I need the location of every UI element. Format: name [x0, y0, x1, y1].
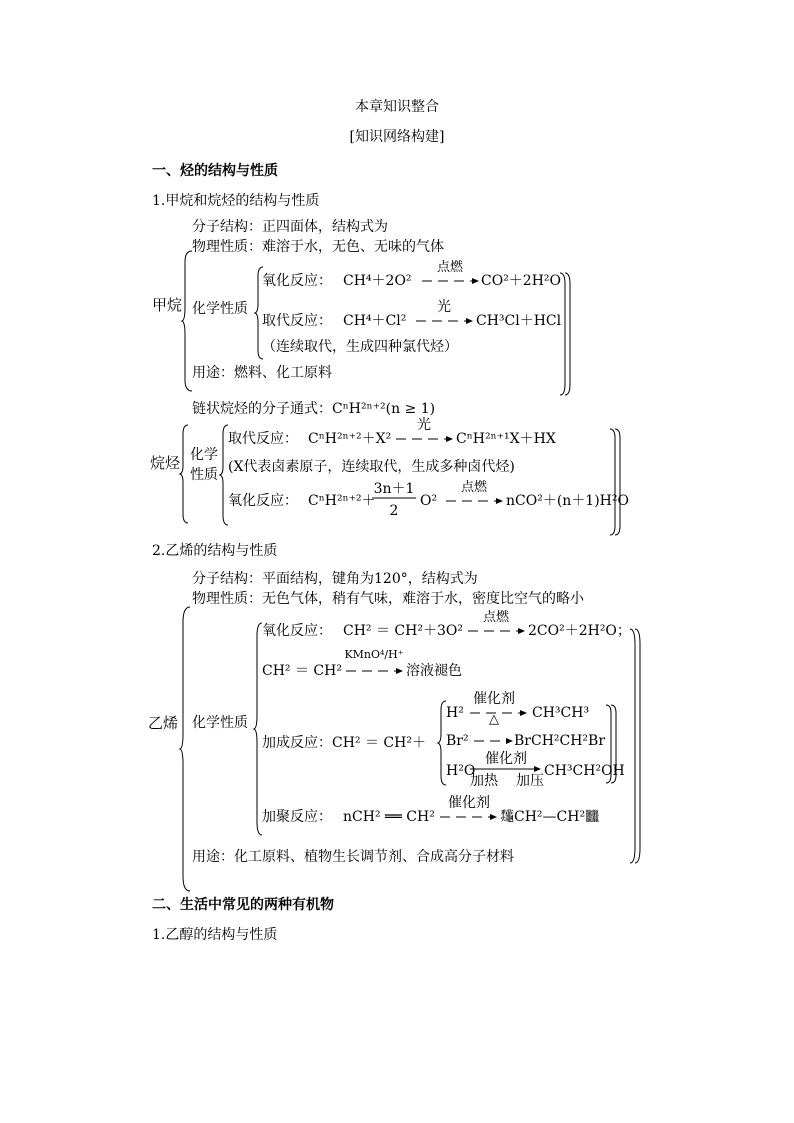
alkane-brace	[180, 424, 190, 524]
alkane-oxidation-fraction-numerator: 3n＋1	[373, 481, 415, 497]
addition-br2-left: Br²	[446, 733, 469, 749]
methane-oxidation-left: CH⁴＋2O²	[343, 273, 412, 289]
methane-oxidation-right: CO²＋2H²O	[481, 273, 562, 289]
alkane-substitution-note: (X代表卤素原子，连续取代，生成多种卤代烃)	[228, 459, 515, 475]
alkane-oxidation-label: 氧化反应：	[228, 493, 298, 509]
sub1-heading: 1.甲烷和烷烃的结构与性质	[152, 193, 320, 209]
methane-chem-label: 化学性质	[192, 301, 248, 317]
arrow-icon	[396, 434, 454, 444]
methane-substitution-label: 取代反应：	[262, 313, 332, 329]
section2-sub1-heading: 1.乙醇的结构与性质	[152, 927, 278, 943]
ethylene-structure: 分子结构：平面结构，键角为120°，结构式为	[192, 571, 478, 587]
methane-substitution-note: （连续取代，生成四种氯代烃）	[262, 339, 458, 355]
ethylene-use: 用途：化工原料、植物生长调节剂、合成高分子材料	[192, 849, 514, 865]
ethylene-chem-brace	[254, 622, 264, 836]
methane-substitution-left: CH⁴＋Cl²	[343, 313, 407, 329]
arrow-icon	[468, 626, 526, 636]
alkane-oxidation-fraction-denominator: 2	[389, 503, 399, 519]
methane-oxidation-label: 氧化反应：	[262, 273, 332, 289]
addition-h2o-left: H²O	[446, 763, 476, 779]
arrow-icon	[346, 666, 404, 676]
addition-h2o-condition-top: 催化剂	[485, 751, 527, 767]
arrow-icon	[474, 736, 514, 746]
ethylene-chem-label: 化学性质	[192, 715, 248, 731]
methane-oxidation-condition: 点燃	[436, 260, 463, 275]
arrow-icon	[416, 316, 474, 326]
addition-h2o-right: CH³CH²OH	[544, 763, 625, 779]
methane-structure: 分子结构：正四面体，结构式为	[192, 219, 388, 235]
alkane-right-bracket	[608, 428, 624, 536]
methane-substitution-right: CH³Cl＋HCl	[476, 313, 562, 329]
methane-substitution-condition: 光	[437, 299, 451, 315]
sub2-heading: 2.乙烯的结构与性质	[152, 543, 278, 559]
methane-physical: 物理性质：难溶于水，无色、无味的气体	[192, 239, 444, 255]
ethylene-kmno4-left: CH² ＝ CH²	[262, 663, 342, 679]
ethylene-oxidation-label: 氧化反应：	[262, 623, 332, 639]
alkane-chem-label-2: 性质	[190, 467, 218, 483]
alkane-oxidation-left: CⁿH²ⁿ⁺²＋	[308, 493, 376, 509]
ethylene-physical: 物理性质：无色气体，稍有气味，难溶于水，密度比空气的略小	[192, 591, 584, 607]
ethylene-polymerization-condition: 催化剂	[448, 795, 490, 811]
alkane-oxidation-condition: 点燃	[460, 480, 487, 495]
addition-h2o-condition-bottom-2: 加压	[516, 773, 544, 789]
ethylene-polymerization-label: 加聚反应：	[262, 809, 332, 825]
methane-use: 用途：燃料、化工原料	[192, 365, 332, 381]
ethylene-polymerization-left: nCH² ══ CH²	[343, 809, 435, 825]
alkane-substitution-label: 取代反应：	[228, 431, 298, 447]
addition-h2-condition-bottom: △	[489, 712, 499, 727]
alkane-substitution-condition: 光	[417, 417, 431, 433]
ethylene-oxidation-right: 2CO²＋2H²O；	[528, 623, 631, 639]
page-subtitle: [知识网络构建]	[349, 129, 445, 145]
ethylene-kmno4-right: 溶液褪色	[406, 663, 462, 679]
section2-heading: 二、生活中常见的两种有机物	[152, 897, 334, 913]
alkane-chem-label-1: 化学	[190, 447, 218, 463]
methane-label: 甲烷	[152, 296, 183, 314]
ethylene-polymerization-right: 𪛁CH²—CH²𪚥	[500, 809, 600, 825]
ethylene-right-bracket	[628, 628, 644, 864]
addition-h2-right: CH³CH³	[532, 705, 590, 721]
addition-h2-condition-top: 催化剂	[473, 691, 515, 707]
alkane-substitution-left: CⁿH²ⁿ⁺²＋X²	[308, 431, 392, 447]
ethylene-brace	[180, 606, 192, 892]
ethylene-oxidation-condition: 点燃	[482, 610, 509, 625]
alkane-substitution-right: CⁿH²ⁿ⁺¹X＋HX	[456, 431, 556, 447]
ethylene-kmno4-condition: KMnO⁴/H⁺	[344, 648, 404, 661]
ethylene-label: 乙烯	[148, 714, 179, 732]
section1-heading: 一、烃的结构与性质	[152, 163, 278, 179]
alkane-label: 烷烃	[150, 454, 181, 472]
arrow-icon	[446, 496, 504, 506]
arrow-icon	[440, 812, 498, 822]
alkane-oxidation-o2: O²	[420, 493, 438, 509]
ethylene-oxidation-left: CH² ＝ CH²＋3O²	[343, 623, 463, 639]
addition-h2-left: H²	[446, 705, 464, 721]
addition-h2o-condition-bottom-1: 加热	[470, 773, 498, 789]
arrow-icon	[422, 276, 480, 286]
methane-right-bracket	[558, 272, 574, 396]
addition-right-bracket	[604, 704, 620, 784]
alkane-oxidation-right: nCO²＋(n＋1)H²O	[506, 493, 629, 509]
page-title: 本章知识整合	[355, 99, 439, 115]
ethylene-addition-label: 加成反应：CH² ＝ CH²＋	[262, 735, 426, 751]
addition-br2-right: BrCH²CH²Br	[514, 733, 606, 749]
alkane-general-formula: 链状烷烃的分子通式：CⁿH²ⁿ⁺²(n ≥ 1)	[192, 401, 436, 417]
